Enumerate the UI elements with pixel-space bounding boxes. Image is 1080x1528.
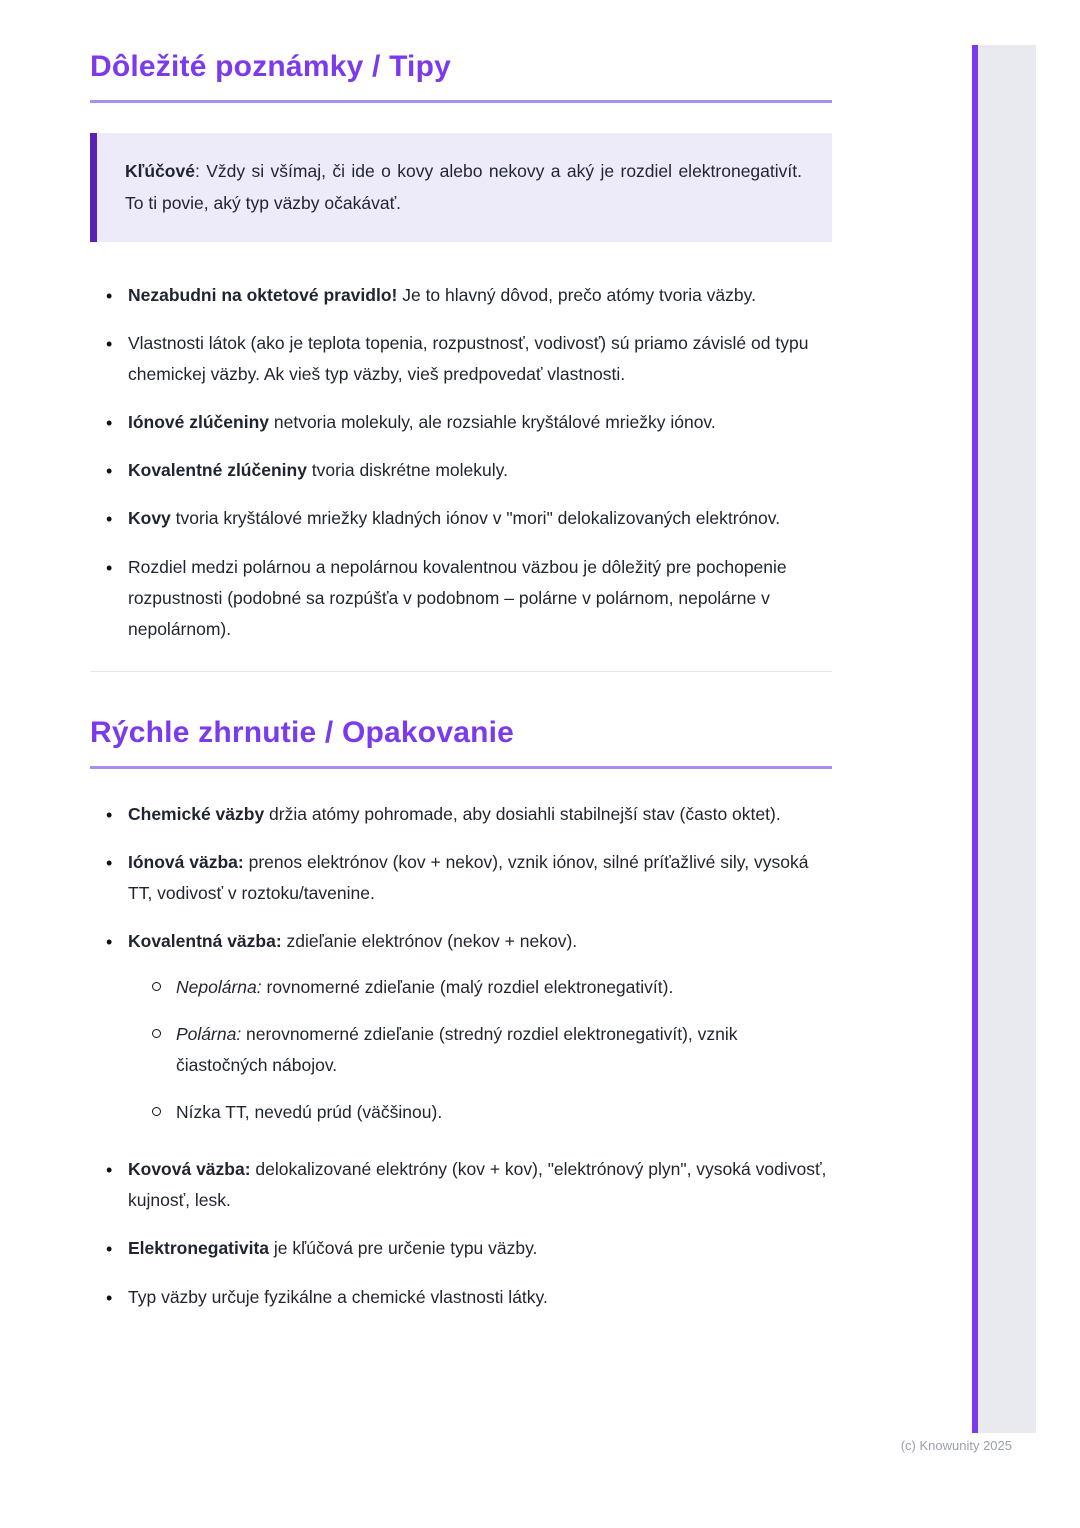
bullet-text: Vlastnosti látok (ako je teplota topenia, rozpustnosť, vodivosť) sú priamo závislé od typu chemickej väzby. Ak vieš typ väzby, vieš predpovedať vlastnosti. <box>128 332 809 385</box>
sub-bullet-lead: Nepolárna: <box>176 976 262 997</box>
sub-bullet-text: rovnomerné zdieľanie (malý rozdiel elektronegativít). <box>261 976 674 997</box>
sub-bullet-text: nerovnomerné zdieľanie (stredný rozdiel elektronegativít), vznik čiastočných nábojov. <box>176 1023 738 1075</box>
summary-bullet-list <box>104 799 832 1313</box>
bullet-text: Typ väzby určuje fyzikálne a chemické vlastnosti látky. <box>128 1286 548 1307</box>
summary-bullet <box>104 799 832 830</box>
section-important-notes <box>90 50 832 645</box>
callout-lead: Kľúčové <box>125 161 195 181</box>
bullet-text: prenos elektrónov (kov + nekov), vznik iónov, silné príťažlivé sily, vysoká TT, vodivosť v roztoku/tavenine. <box>128 852 809 904</box>
note-bullet <box>104 280 832 311</box>
notes-bullet-list <box>104 280 832 645</box>
covalent-sub-list <box>150 972 832 1129</box>
section-title-notes: Dôležité poznámky / Tipy <box>90 50 832 103</box>
next-page-edge <box>978 45 1036 1433</box>
bullet-text: tvoria kryštálové mriežky kladných iónov v "mori" delokalizovaných elektrónov. <box>170 508 781 529</box>
section-title-summary: Rýchle zhrnutie / Opakovanie <box>90 716 832 769</box>
bullet-lead: Nezabudni na oktetové pravidlo! <box>128 284 398 305</box>
bullet-lead: Iónová väzba: <box>128 852 244 873</box>
summary-sub-bullet <box>150 1019 832 1081</box>
callout-text: : Vždy si všímaj, či ide o kovy alebo nekovy a aký je rozdiel elektronegativít. To ti povie, aký typ väzby očakávať. <box>125 161 802 214</box>
key-callout <box>90 133 832 242</box>
bullet-text: je kľúčová pre určenie typu väzby. <box>269 1238 538 1259</box>
summary-bullet <box>104 847 832 909</box>
note-bullet <box>104 455 832 486</box>
page-accent-line <box>972 45 978 1433</box>
summary-sub-bullet <box>150 1097 832 1128</box>
sub-bullet-text: Nízka TT, nevedú prúd (väčšinou). <box>176 1102 443 1122</box>
bullet-lead: Kovová väzba: <box>128 1159 251 1180</box>
bullet-lead: Kovalentná väzba: <box>128 931 282 952</box>
bullet-text: Je to hlavný dôvod, prečo atómy tvoria väzby. <box>397 284 756 305</box>
summary-bullet <box>104 1154 832 1216</box>
document-content <box>90 50 832 1330</box>
note-bullet <box>104 552 832 645</box>
bullet-text: tvoria diskrétne molekuly. <box>306 460 508 481</box>
section-quick-summary <box>90 716 832 1313</box>
bullet-lead: Iónové zlúčeniny <box>128 412 269 433</box>
note-bullet <box>104 407 832 438</box>
bullet-text: zdieľanie elektrónov (nekov + nekov). <box>281 931 578 952</box>
copyright-footer: (c) Knowunity 2025 <box>900 1438 1012 1453</box>
bullet-lead: Kovy <box>128 508 171 529</box>
note-bullet <box>104 503 832 534</box>
sub-bullet-lead: Polárna: <box>176 1023 242 1044</box>
note-bullet <box>104 328 832 390</box>
bullet-text: držia atómy pohromade, aby dosiahli stabilnejší stav (často oktet). <box>264 804 781 825</box>
summary-sub-bullet <box>150 972 832 1003</box>
bullet-text: netvoria molekuly, ale rozsiahle kryštálové mriežky iónov. <box>269 412 716 433</box>
summary-bullet <box>104 1233 832 1264</box>
bullet-lead: Kovalentné zlúčeniny <box>128 460 307 481</box>
section-divider <box>90 671 832 672</box>
bullet-lead: Chemické väzby <box>128 804 265 825</box>
bullet-text: Rozdiel medzi polárnou a nepolárnou kovalentnou väzbou je dôležitý pre pochopenie rozpustnosti (podobné sa rozpúšťa v podobnom – polárne v polárnom, nepolárne v nepolárnom). <box>128 556 787 639</box>
bullet-lead: Elektronegativita <box>128 1238 270 1259</box>
bullet-text: delokalizované elektróny (kov + kov), "elektrónový plyn", vysoká vodivosť, kujnosť, lesk. <box>128 1159 827 1211</box>
summary-bullet <box>104 1282 832 1313</box>
summary-bullet <box>104 926 832 1128</box>
